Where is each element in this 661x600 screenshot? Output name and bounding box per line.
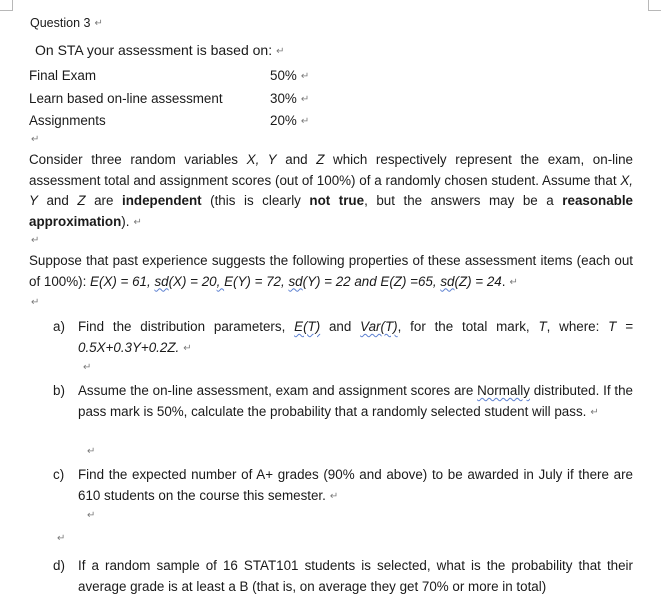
paragraph-mark: ↵ bbox=[87, 510, 96, 521]
paragraph-mark: ↵ bbox=[31, 134, 40, 145]
item-label: c) bbox=[53, 467, 65, 482]
assessment-row bbox=[29, 112, 106, 129]
item-text: If a random sample of 16 STAT101 students is selected, what is the probability that their average grade is at least a B (that is, on average they get 70% or more in total) bbox=[78, 558, 633, 594]
question-title: Question 3 ↵ bbox=[30, 16, 103, 30]
paragraph-mark: ↵ bbox=[300, 71, 310, 82]
paragraph-mark: ↵ bbox=[183, 342, 192, 354]
assessment-row bbox=[29, 90, 223, 107]
question-item-b bbox=[53, 381, 633, 423]
item-label: b) bbox=[53, 383, 65, 398]
paragraph-mark: ↵ bbox=[31, 235, 40, 246]
assessment-name: Learn based on-line assessment bbox=[29, 91, 223, 106]
question-item-d bbox=[53, 556, 633, 597]
paragraph-mark: ↵ bbox=[57, 533, 66, 544]
paragraph-mark: ↵ bbox=[300, 94, 310, 105]
item-text: Assume the on-line assessment, exam and assignment scores are Normally distributed. If the pass mark is 50%, calculate the probability that a randomly selected student will pass. ↵ bbox=[78, 383, 633, 419]
item-text: Find the distribution parameters, E(T) and Var(T), for the total mark, T, where: T = 0.5X+0.3Y+0.2Z. ↵ bbox=[78, 319, 633, 355]
item-text: Find the expected number of A+ grades (90% and above) to be awarded in July if there are 610 students on the course this semester. ↵ bbox=[78, 467, 633, 503]
assessment-name: Final Exam bbox=[29, 68, 96, 83]
assessment-row bbox=[29, 67, 96, 84]
paragraph-mark: ↵ bbox=[133, 216, 142, 228]
assessment-weight: 20% ↵ bbox=[270, 113, 310, 128]
item-label: d) bbox=[53, 558, 65, 573]
paragraph-mark: ↵ bbox=[83, 362, 92, 373]
assessment-weight: 30% ↵ bbox=[270, 91, 310, 106]
paragraph-mark: ↵ bbox=[590, 406, 599, 418]
paragraph-mark: ↵ bbox=[94, 18, 103, 29]
paragraph-mark: ↵ bbox=[276, 46, 285, 57]
paragraph-mark: ↵ bbox=[329, 490, 339, 502]
assessment-heading: On STA your assessment is based on: ↵ bbox=[35, 42, 285, 58]
question-item-c bbox=[53, 465, 633, 507]
paragraph-mark: ↵ bbox=[300, 116, 310, 127]
assessment-weight: 50% ↵ bbox=[270, 68, 310, 83]
paragraph-mark: ↵ bbox=[31, 297, 40, 308]
paragraph-mark: ↵ bbox=[87, 446, 96, 457]
paragraph-independence: Consider three random variables X, Y and Z which respectively represent the exam, on-line assessment total and assignment scores (out of 100%) of a randomly chosen student. Assume that X, Y and Z are independent (this is clearly not true, but the answers may be a reasonable approximation). ↵ bbox=[29, 152, 634, 229]
paragraph-properties: Suppose that past experience suggests the following properties of these assessment items (each out of 100%): E(X) = 61, sd(X) = 20, E(Y) = 72, sd(Y) = 22 and E(Z) =65, sd(Z) = 24. ↵ bbox=[29, 253, 633, 289]
item-label: a) bbox=[53, 319, 65, 334]
assessment-name: Assignments bbox=[29, 113, 106, 128]
page-corner-mark-right bbox=[648, 0, 661, 11]
page-corner-mark-left bbox=[0, 0, 13, 11]
paragraph-mark: ↵ bbox=[509, 276, 518, 288]
question-item-a bbox=[53, 317, 633, 359]
